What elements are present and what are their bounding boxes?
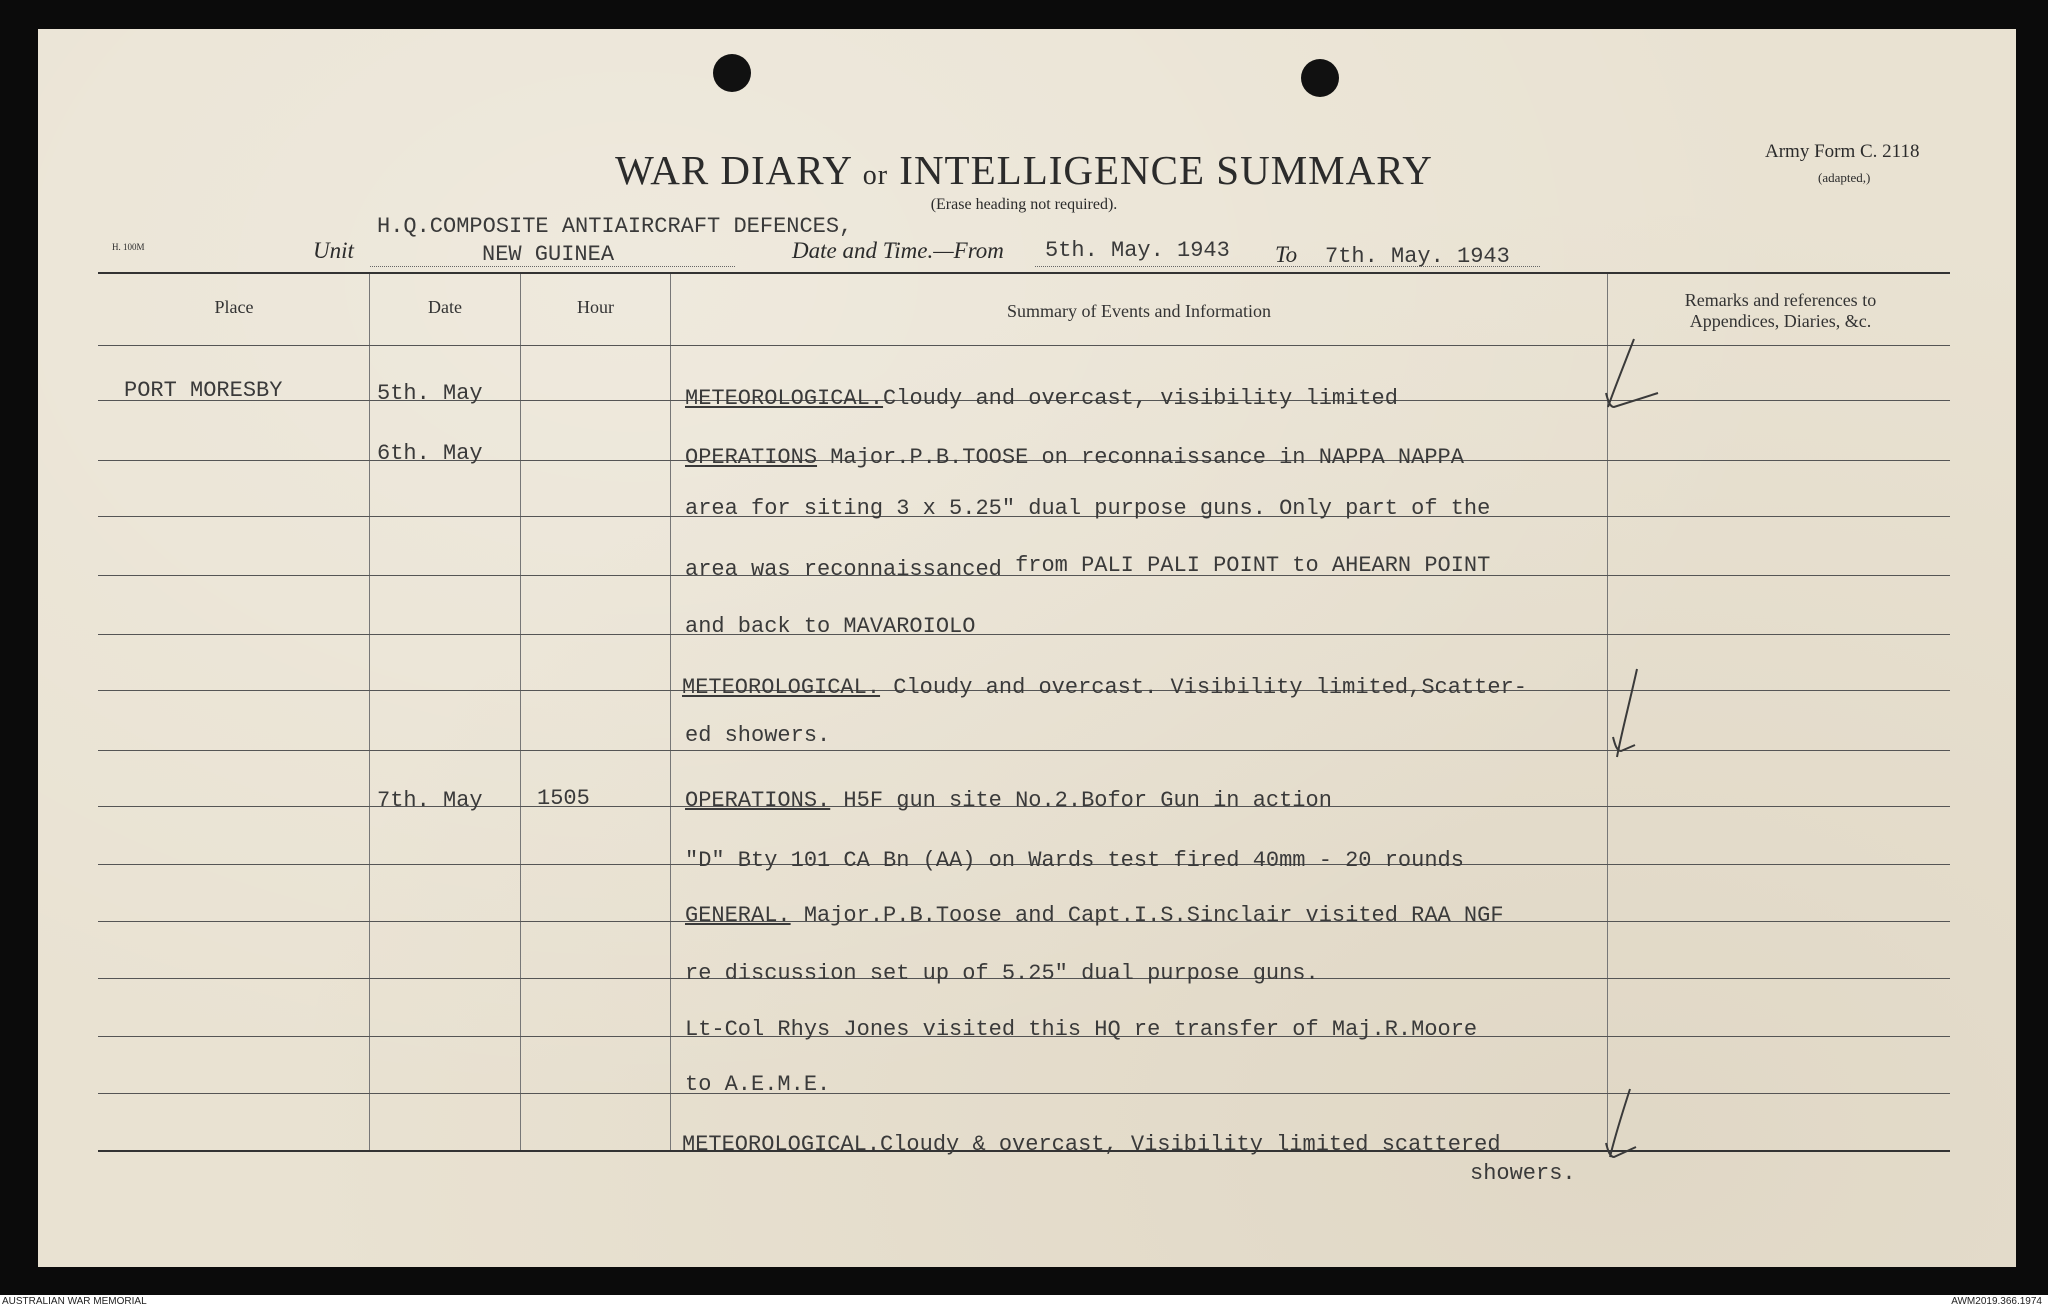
rule-line — [98, 750, 1950, 751]
rule-line — [98, 345, 1950, 346]
punch-hole-right — [1301, 59, 1339, 97]
summary-line: and back to MAVAROIOLO — [685, 614, 976, 639]
diary-page — [38, 29, 2016, 1267]
date-underline — [1035, 266, 1540, 267]
date-label: Date and Time.—From — [792, 238, 1004, 263]
unit-line-2: NEW GUINEA — [482, 242, 615, 267]
summary-line — [685, 788, 1332, 813]
summary-line: "D" Bty 101 CA Bn (AA) on Wards test fired 40mm - 20 rounds — [685, 848, 1464, 873]
heading-operations: OPERATIONS. — [685, 788, 831, 813]
check-mark-icon — [1600, 335, 1660, 415]
summary-line — [685, 903, 1504, 928]
date-6th-may: 6th. May — [377, 441, 483, 466]
date-to: 7th. May. 1943 — [1325, 244, 1510, 269]
footer-accession: AWM2019.366.1974 — [1951, 1296, 2042, 1307]
heading-operations: OPERATIONS — [685, 445, 818, 470]
summary-line: re discussion set up of 5.25" dual purpose guns. — [685, 961, 1319, 986]
to-label: To — [1275, 242, 1298, 267]
summary-line: showers. — [1470, 1161, 1576, 1186]
col-divider-hour — [670, 274, 671, 1150]
summary-line: ed showers. — [685, 723, 831, 748]
punch-hole-left — [713, 54, 751, 92]
adapted-note: (adapted,) — [1818, 170, 1871, 185]
summary-line — [685, 386, 1398, 411]
header-summary: Summary of Events and Information — [1007, 301, 1271, 321]
summary-text: Major.P.B.Toose and Capt.I.S.Sinclair visited RAA NGF — [790, 903, 1504, 928]
summary-line: to A.E.M.E. — [685, 1072, 831, 1097]
summary-text: Cloudy and overcast, visibility limited — [883, 386, 1398, 411]
heading-meteorological: METEOROLOGICAL. — [685, 386, 884, 411]
army-form-number: Army Form C. 2118 — [1765, 141, 1920, 162]
summary-text: area was reconnaissanced — [685, 557, 1002, 582]
header-remarks-2: Appendices, Diaries, &c. — [1689, 311, 1872, 331]
unit-underline — [370, 266, 735, 267]
title-intelligence-summary: INTELLIGENCE SUMMARY — [899, 147, 1433, 193]
col-divider-date — [520, 274, 521, 1150]
header-place: Place — [214, 297, 254, 317]
table-top-border — [98, 272, 1950, 274]
form-code: H. 100M — [112, 242, 145, 252]
unit-line-1: H.Q.COMPOSITE ANTIAIRCRAFT DEFENCES, — [377, 214, 853, 239]
summary-text: H5F gun site No.2.Bofor Gun in action — [830, 788, 1332, 813]
summary-line — [682, 675, 1527, 700]
hour-1505: 1505 — [537, 786, 590, 811]
header-remarks-1: Remarks and references to — [1684, 290, 1877, 310]
summary-text-raised: from PALI PALI POINT to AHEARN POINT — [1015, 553, 1491, 578]
date-from: 5th. May. 1943 — [1045, 238, 1230, 263]
check-mark-icon — [1605, 665, 1665, 765]
date-5th-may: 5th. May — [377, 381, 483, 406]
subtitle: (Erase heading not required). — [930, 196, 1118, 213]
rule-line — [98, 634, 1950, 635]
archive-footer — [0, 1295, 2048, 1309]
title-war-diary: WAR DIARY — [615, 147, 852, 193]
summary-line: area for siting 3 x 5.25" dual purpose guns. Only part of the — [685, 496, 1491, 521]
rule-line — [98, 1093, 1950, 1094]
heading-general: GENERAL. — [685, 903, 791, 928]
summary-text: Cloudy and overcast. Visibility limited,Scatter- — [880, 675, 1527, 700]
date-7th-may: 7th. May — [377, 788, 483, 813]
summary-line: METEOROLOGICAL.Cloudy & overcast, Visibility limited scattered — [682, 1132, 1501, 1157]
summary-line — [685, 445, 1464, 470]
summary-line — [685, 553, 1491, 582]
title-or: or — [862, 160, 889, 191]
place-port-moresby: PORT MORESBY — [124, 378, 283, 403]
header-date: Date — [428, 297, 462, 317]
footer-institution: AUSTRALIAN WAR MEMORIAL — [2, 1296, 147, 1307]
check-mark-icon — [1600, 1085, 1660, 1165]
header-hour: Hour — [577, 297, 614, 317]
summary-text: Major.P.B.TOOSE on reconnaissance in NAPPA NAPPA — [817, 445, 1464, 470]
heading-meteorological: METEOROLOGICAL. — [682, 675, 881, 700]
col-divider-place — [369, 274, 370, 1150]
summary-line: Lt-Col Rhys Jones visited this HQ re transfer of Maj.R.Moore — [685, 1017, 1478, 1042]
unit-label: Unit — [313, 238, 354, 263]
page-title — [0, 146, 2048, 194]
